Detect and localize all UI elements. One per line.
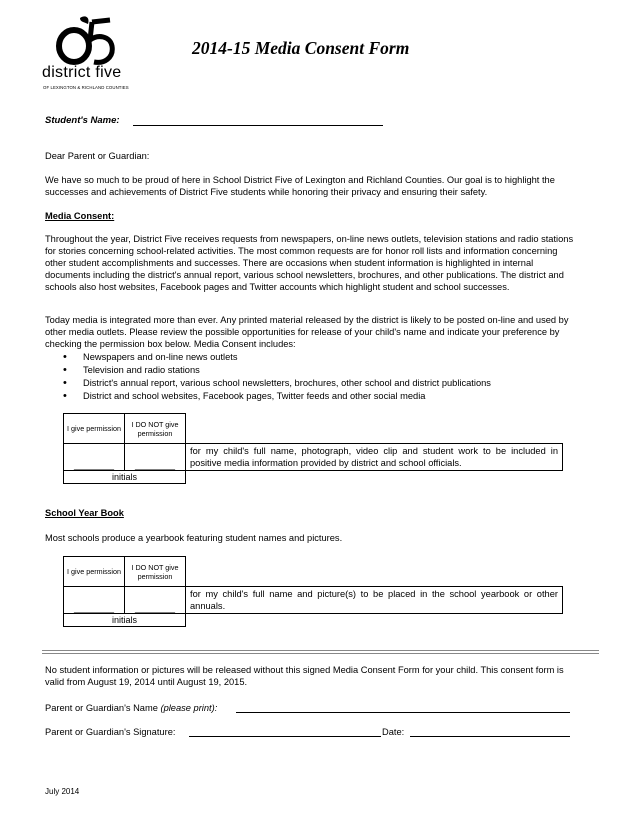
yearbook-permission-table xyxy=(63,556,563,627)
give-permission-initials-box[interactable]: ________ xyxy=(64,444,125,471)
parent-name-row xyxy=(45,702,217,714)
page-title: 2014-15 Media Consent Form xyxy=(192,38,410,58)
media-consent-list xyxy=(45,351,585,403)
list-item: • Television and radio stations xyxy=(45,364,585,377)
greeting: Dear Parent or Guardian: xyxy=(45,151,150,161)
media-permission-table xyxy=(63,413,563,484)
media-consent-heading: Media Consent: xyxy=(45,211,115,221)
permission-description: for my child's full name, photograph, video clip and student work to be included in positive media information provided by district and school officials. xyxy=(186,444,563,471)
date-label: Date: xyxy=(382,727,405,737)
apple-five-logo-icon xyxy=(50,14,130,66)
permission-description: for my child's full name and picture(s) to be placed in the school yearbook or other annuals. xyxy=(186,587,563,614)
intro-paragraph: We have so much to be proud of here in School District Five of Lexington and Richland Counties. Our goal is to highlight the successes and achievements of District Five students while honoring their privacy and ensuring their safety. xyxy=(45,175,555,197)
media-consent-paragraph-2: Today media is integrated more than ever. Any printed material released by the district is likely to be posted on-line and used by other media outlets. Please review the possible opportunities for release of your child's name and indicate your preference by checking the permission box below. Media Consent includes: xyxy=(45,315,569,349)
footer-date: July 2014 xyxy=(45,787,80,796)
yearbook-text: Most schools produce a yearbook featuring student names and pictures. xyxy=(45,533,343,543)
initials-label: initials xyxy=(64,471,186,484)
section-divider xyxy=(42,650,599,654)
release-notice: No student information or pictures will be released without this signed Media Consent Form for your child. This consent form is valid from August 19, 2014 until August 19, 2015. xyxy=(45,665,564,687)
parent-name-label: Parent or Guardian's Name xyxy=(45,703,158,713)
media-consent-paragraph-1: Throughout the year, District Five receives requests from newspapers, on-line news outlets, television stations and radio stations for stories concerning school-related activities. The most common requests are for honor roll lists and information concerning other student accomplishments and successes. There are occasions when student information is highlighted in internal documents including the district's annual report, various school newsletters, brochures, and other publications. The district and schools also host websites, Facebook pages and Twitter accounts which highlight student and school successes. xyxy=(45,234,574,292)
parent-name-hint: (please print): xyxy=(160,703,218,713)
student-name-field[interactable] xyxy=(133,125,383,126)
logo-name: district five xyxy=(42,64,122,81)
give-permission-header: I give permission xyxy=(64,557,125,587)
give-permission-initials-box[interactable]: ________ xyxy=(64,587,125,614)
date-field[interactable] xyxy=(410,736,570,737)
list-item: • District's annual report, various school newsletters, brochures, other school and district publications xyxy=(45,377,585,390)
not-give-permission-initials-box[interactable]: ________ xyxy=(125,587,186,614)
list-item: • Newspapers and on-line news outlets xyxy=(45,351,585,364)
student-name-label: Student's Name: xyxy=(45,115,120,126)
give-permission-header: I give permission xyxy=(64,414,125,444)
initials-label: initials xyxy=(64,614,186,627)
signature-field[interactable] xyxy=(189,736,381,737)
parent-name-field[interactable] xyxy=(236,712,570,713)
not-give-permission-header: I DO NOT give permission xyxy=(125,557,186,587)
signature-label: Parent or Guardian's Signature: xyxy=(45,727,176,737)
not-give-permission-initials-box[interactable]: ________ xyxy=(125,444,186,471)
logo-subtitle: OF LEXINGTON & RICHLAND COUNTIES xyxy=(43,85,129,90)
not-give-permission-header: I DO NOT give permission xyxy=(125,414,186,444)
list-item: • District and school websites, Facebook pages, Twitter feeds and other social media xyxy=(45,390,585,403)
yearbook-heading: School Year Book xyxy=(45,508,124,518)
